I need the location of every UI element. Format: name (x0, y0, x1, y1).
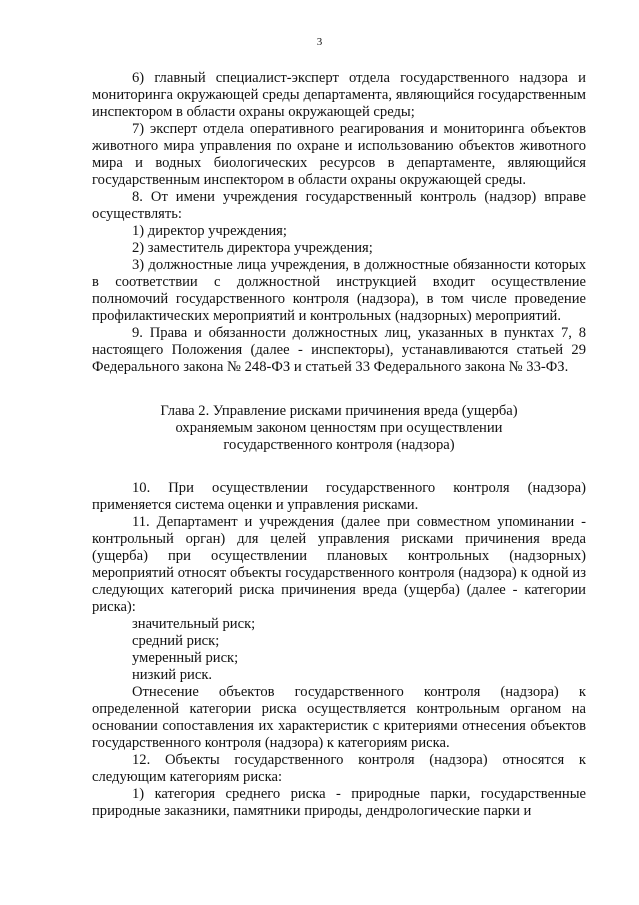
paragraph-12: 12. Объекты государственного контроля (надзора) относятся к следующим категориям риска: (92, 752, 586, 785)
list-item: умеренный риск; (132, 650, 239, 666)
paragraph-11: 11. Департамент и учреждения (далее при совместном упоминании - контрольный орган) для целей управления рисками причинения вреда (ущерба) при осуществлении плановых контрольных (надзорных) мероприятий относят объекты государственного контроля (надзора) к одной из следующих категорий риска причинения вреда (ущерба) (далее - категории риска): (92, 514, 586, 615)
list-item: 2) заместитель директора учреждения; (132, 240, 373, 256)
paragraph-6: 6) главный специалист-эксперт отдела государственного надзора и мониторинга окружающей среды департамента, являющийся государственным инспектором в области охраны окружающей среды; (92, 70, 586, 120)
list-item: 1) категория среднего риска - природные парки, государственные природные заказники, памятники природы, дендрологические парки и (92, 786, 586, 819)
paragraph-11-continuation: Отнесение объектов государственного контроля (надзора) к определенной категории риска осуществляется контрольным органом на основании сопоставления их характеристик с критериями отнесения объектов государственного контроля (надзора) к категориям риска. (92, 684, 586, 751)
list-item: 3) должностные лица учреждения, в должностные обязанности которых в соответствии с должностной инструкцией входит осуществление полномочий государственного контроля (надзора), в том числе проведение профилактических мероприятий и контрольных (надзорных) мероприятий. (92, 257, 586, 324)
paragraph-10: 10. При осуществлении государственного контроля (надзора) применяется система оценки и управления рисками. (92, 480, 586, 513)
chapter-heading-line: государственного контроля (надзора) (223, 437, 455, 453)
list-item: значительный риск; (132, 616, 256, 632)
paragraph-8: 8. От имени учреждения государственный контроль (надзор) вправе осуществлять: (92, 189, 586, 222)
list-item: 1) директор учреждения; (132, 223, 287, 239)
page-number: 3 (316, 36, 323, 48)
document-body (92, 70, 586, 820)
chapter-heading (92, 403, 586, 454)
paragraph-9: 9. Права и обязанности должностных лиц, указанных в пунктах 7, 8 настоящего Положения (далее - инспекторы), устанавливаются статьей 29 Федерального закона № 248-ФЗ и статьей 33 Федерального закона № 33-ФЗ. (92, 325, 586, 375)
paragraph-7: 7) эксперт отдела оперативного реагирования и мониторинга объектов животного мира управления по охране и использованию объектов животного мира и водных биологических ресурсов в департаменте, являющийся государственным инспектором в области охраны окружающей среды. (92, 121, 586, 188)
list-item: средний риск; (132, 633, 220, 649)
list-item: низкий риск. (132, 667, 213, 683)
chapter-heading-line: охраняемым законом ценностям при осуществлении (175, 420, 503, 436)
chapter-heading-line: Глава 2. Управление рисками причинения вреда (ущерба) (160, 403, 518, 419)
